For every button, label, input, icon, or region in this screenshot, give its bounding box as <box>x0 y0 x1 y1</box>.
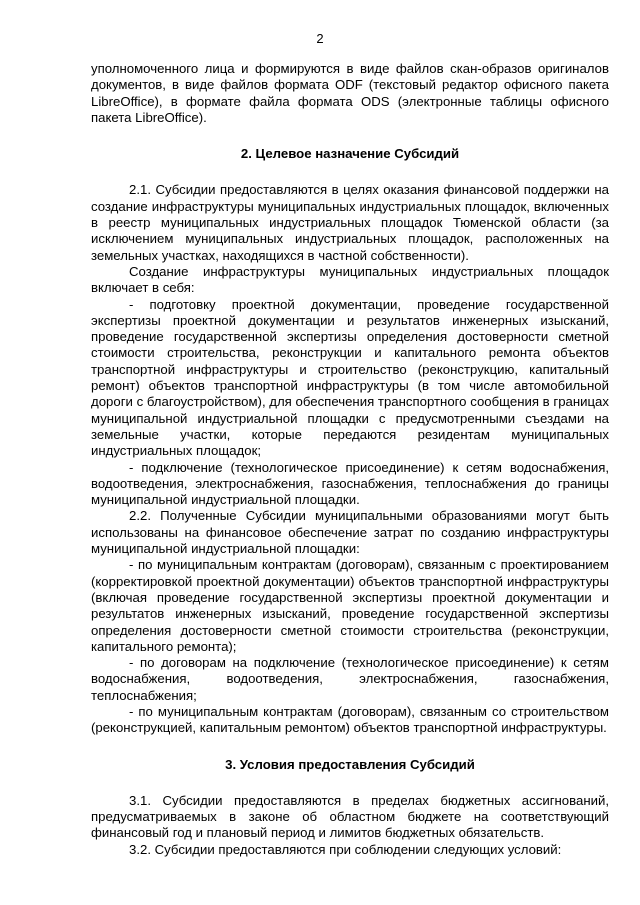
list-item-utility-connection: - подключение (технологическое присоединение) к сетям водоснабжения, водоотведения, электроснабжения, газоснабжения, теплоснабжения до границы муниципальной индустриальной площадки. <box>91 459 609 508</box>
paragraph-3-2: 3.2. Субсидии предоставляются при соблюдении следующих условий: <box>129 841 562 857</box>
paragraph-infrastructure-includes: Создание инфраструктуры муниципальных индустриальных площадок включает в себя: <box>91 263 609 296</box>
page-number: 2 <box>316 31 324 46</box>
document-body <box>91 61 609 858</box>
paragraph-2-2: 2.2. Полученные Субсидии муниципальными образованиями могут быть использованы на финансовое обеспечение затрат по созданию инфраструктуры муниципальной индустриальной площадки: <box>91 508 609 557</box>
section-heading-2: 2. Целевое назначение Субсидий <box>240 146 460 162</box>
section-heading-3: 3. Условия предоставления Субсидий <box>225 756 475 772</box>
paragraph-continuation: уполномоченного лица и формируются в виде файлов скан-образов оригиналов документов, в виде файлов формата ODF (текстовый редактор офисного пакета LibreOffice), в формате файла формата ODS (электронные таблицы офисного пакета LibreOffice). <box>91 61 609 125</box>
list-item-connection-contracts: - по договорам на подключение (технологическое присоединение) к сетям водоснабжения, водоотведения, электроснабжения, газоснабжения, теплоснабжения; <box>91 655 609 703</box>
list-item-design-contracts: - по муниципальным контрактам (договорам), связанным с проектированием (корректировкой проектной документации) объектов транспортной инфраструктуры (включая проведение государственной экспертизы проектной документации и результатов инженерных изысканий, проведение государственной экспертизы определения достоверности сметной стоимости строительства (реконструкции, капитального ремонта); <box>91 557 609 654</box>
list-item-project-documentation: - подготовку проектной документации, проведение государственной экспертизы проектной документации и результатов инженерных изысканий, проведение государственной экспертизы определения достоверности сметной стоимости строительства, реконструкции и капитального ремонта объектов транспортной инфраструктуры и строительство (реконструкцию, капитальный ремонт) объектов транспортной инфраструктуры (в том числе автомобильной дороги с благоустройством), для обеспечения транспортного сообщения в границах муниципальной индустриальной площадки с предусмотренными съездами на земельные участки, которые передаются резидентам муниципальных индустриальных площадок; <box>91 296 609 459</box>
paragraph-3-1: 3.1. Субсидии предоставляются в пределах бюджетных ассигнований, предусматриваемых в законе об областном бюджете на соответствующий финансовый год и плановый период и лимитов бюджетных обязательств. <box>91 792 609 841</box>
paragraph-2-1: 2.1. Субсидии предоставляются в целях оказания финансовой поддержки на создание инфраструктуры муниципальных индустриальных площадок, включенных в реестр муниципальных индустриальных площадок Тюменской области (за исключением муниципальных индустриальных площадок, расположенных на земельных участках, находящихся в частной собственности). <box>91 182 609 263</box>
list-item-construction-contracts: - по муниципальным контрактам (договорам), связанным со строительством (реконструкцией, капитальным ремонтом) объектов транспортной инфраструктуры. <box>91 703 609 736</box>
